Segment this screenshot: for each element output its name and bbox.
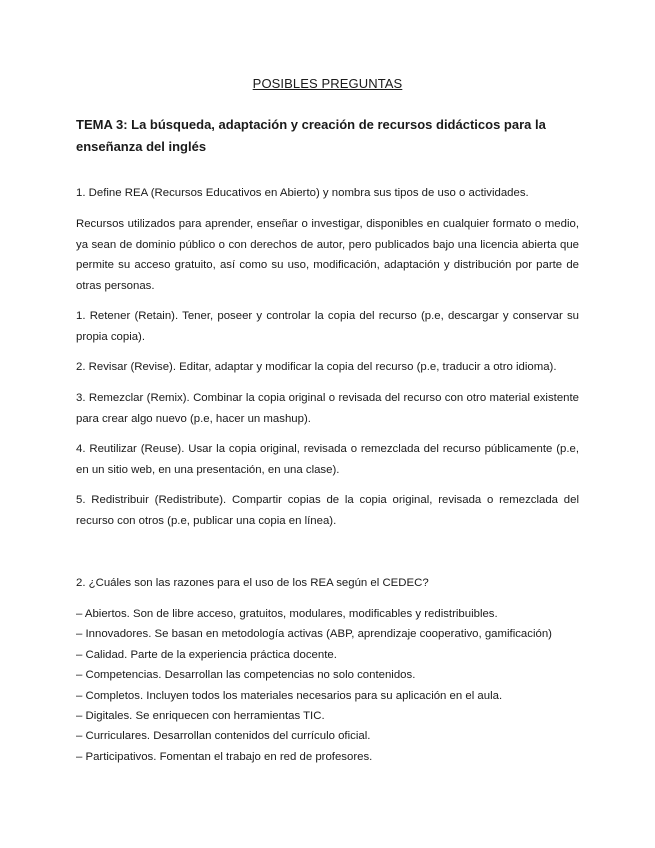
list-item: – Competencias. Desarrollan las competencias no solo contenidos. — [76, 669, 416, 682]
rea-definition: Recursos utilizados para aprender, enseñar o investigar, disponibles en cualquier formato o medio, ya sean de dominio público o con derechos de autor, pero publicados bajo una licencia abierta que permite su acceso gratuito, así como su uso, modificación, adaptación y distribución por parte de otras personas. — [76, 218, 579, 292]
list-item: – Digitales. Se enriquecen con herramientas TIC. — [76, 710, 325, 723]
list-item: – Completos. Incluyen todos los materiales necesarios para su aplicación en el aula. — [76, 689, 503, 702]
use-revise: 2. Revisar (Revise). Editar, adaptar y modificar la copia del recurso (p.e, traducir a otro idioma). — [76, 361, 557, 373]
list-item: – Calidad. Parte de la experiencia práctica docente. — [76, 648, 337, 661]
list-item: – Innovadores. Se basan en metodología activas (ABP, aprendizaje cooperativo, gamificación) — [76, 628, 552, 641]
list-item: – Curriculares. Desarrollan contenidos del currículo oficial. — [76, 730, 371, 743]
use-reuse: 4. Reutilizar (Reuse). Usar la copia original, revisada o remezclada del recurso públicamente (p.e, en un sitio web, en una presentación, en una clase). — [76, 443, 579, 476]
question-1: 1. Define REA (Recursos Educativos en Abierto) y nombra sus tipos de uso o actividades. — [76, 187, 529, 199]
use-remix: 3. Remezclar (Remix). Combinar la copia original o revisada del recurso con otro material existente para crear algo nuevo (p.e, hacer un mashup). — [76, 392, 579, 425]
list-item: – Abiertos. Son de libre acceso, gratuitos, modulares, modificables y redistribuibles. — [76, 608, 498, 620]
reasons-list — [76, 604, 579, 767]
topic-heading: TEMA 3: La búsqueda, adaptación y creación de recursos didácticos para la enseñanza del inglés — [76, 117, 546, 154]
list-item: – Participativos. Fomentan el trabajo en red de profesores. — [76, 750, 373, 763]
page-title: POSIBLES PREGUNTAS — [252, 76, 403, 91]
use-redistribute: 5. Redistribuir (Redistribute). Compartir copias de la copia original, revisada o remezclada del recurso con otros (p.e, publicar una copia en línea). — [76, 494, 579, 527]
use-retain: 1. Retener (Retain). Tener, poseer y controlar la copia del recurso (p.e, descargar y conservar su propia copia). — [76, 310, 579, 343]
question-2: 2. ¿Cuáles son las razones para el uso de los REA según el CEDEC? — [76, 577, 429, 589]
